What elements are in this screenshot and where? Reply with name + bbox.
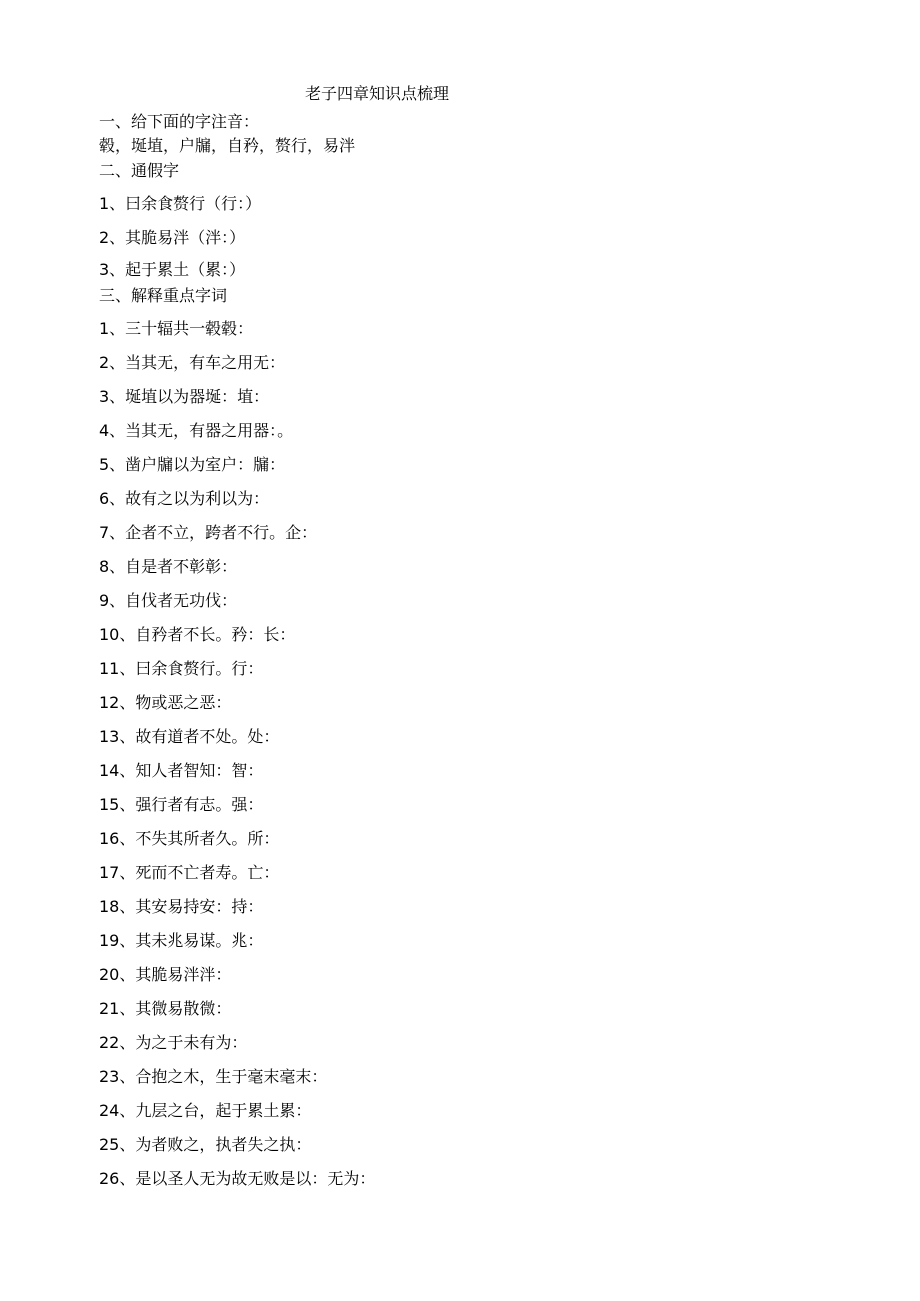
keyword-item: 2、当其无，有车之用无： [99, 353, 286, 372]
keyword-item: 16、不失其所者久。所： [99, 829, 280, 848]
pinyin-characters: 毂，埏埴，户牖，自矜，赘行，易泮 [99, 136, 356, 155]
document-title: 老子四章知识点梳理 [305, 84, 450, 103]
keyword-item: 21、其微易散微： [99, 999, 232, 1018]
keyword-item: 15、强行者有志。强： [99, 795, 264, 814]
keyword-item: 4、当其无，有器之用器：。 [99, 421, 294, 440]
tongjia-item: 2、其脆易泮（泮：） [99, 228, 246, 247]
keyword-item: 14、知人者智知：智： [99, 761, 264, 780]
tongjia-item: 1、曰余食赘行（行：） [99, 194, 262, 213]
tongjia-item: 3、起于累土（累：） [99, 260, 246, 279]
keyword-item: 5、凿户牖以为室户：牖： [99, 455, 286, 474]
section-heading-keywords: 三、解释重点字词 [99, 286, 228, 305]
keyword-item: 22、为之于未有为： [99, 1033, 248, 1052]
keyword-item: 20、其脆易泮泮： [99, 965, 232, 984]
keyword-item: 1、三十辐共一毂毂： [99, 319, 254, 338]
section-heading-pinyin: 一、给下面的字注音： [99, 112, 260, 131]
keyword-item: 19、其未兆易谋。兆： [99, 931, 264, 950]
keyword-item: 12、物或恶之恶： [99, 693, 232, 712]
keyword-item: 13、故有道者不处。处： [99, 727, 280, 746]
keyword-item: 6、故有之以为利以为： [99, 489, 270, 508]
keyword-item: 10、自矜者不长。矜：长： [99, 625, 296, 644]
keyword-item: 7、企者不立，跨者不行。企： [99, 523, 318, 542]
keyword-item: 3、埏埴以为器埏：埴： [99, 387, 270, 406]
keyword-item: 26、是以圣人无为故无败是以：无为： [99, 1169, 376, 1188]
keyword-item: 11、曰余食赘行。行： [99, 659, 264, 678]
keyword-item: 24、九层之台，起于累土累： [99, 1101, 312, 1120]
keyword-item: 23、合抱之木，生于毫末毫末： [99, 1067, 328, 1086]
keyword-item: 25、为者败之，执者失之执： [99, 1135, 312, 1154]
keyword-item: 18、其安易持安：持： [99, 897, 264, 916]
keyword-item: 17、死而不亡者寿。亡： [99, 863, 280, 882]
section-heading-tongjia: 二、通假字 [99, 161, 180, 180]
keyword-item: 8、自是者不彰彰： [99, 557, 238, 576]
keyword-item: 9、自伐者无功伐： [99, 591, 238, 610]
